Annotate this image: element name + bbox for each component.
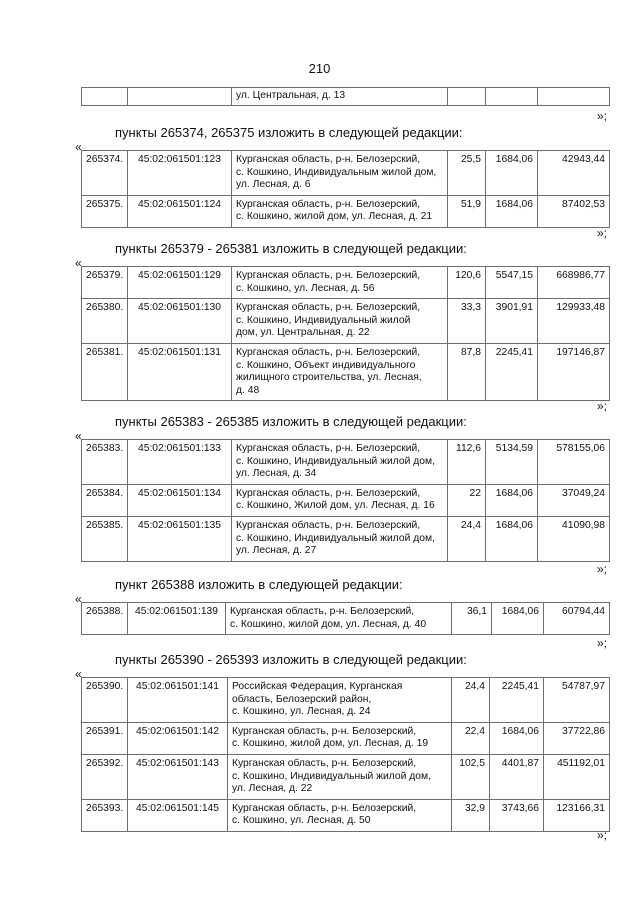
rate-cell: 1684,06 — [490, 722, 544, 754]
cadastral-number-cell: 45:02:061501:143 — [128, 754, 228, 799]
table-row — [82, 88, 610, 106]
area-cell: 32,9 — [452, 799, 490, 831]
closing-quote: »; — [597, 226, 608, 240]
cadastral-number-cell: 45:02:061501:142 — [128, 722, 228, 754]
address-cell — [226, 603, 452, 635]
cadastral-value-cell: 37049,24 — [538, 484, 610, 516]
cadastral-number-cell: 45:02:061501:133 — [128, 440, 232, 485]
table-row — [82, 151, 610, 196]
cadastral-value-cell: 54787,97 — [544, 678, 610, 723]
item-number-cell: 265379. — [82, 267, 128, 299]
register-table — [81, 266, 610, 401]
table-row — [82, 484, 610, 516]
item-number-cell: 265388. — [82, 603, 128, 635]
area-cell: 87,8 — [448, 343, 486, 400]
cadastral-number-cell: 45:02:061501:130 — [128, 299, 232, 344]
address-line: Курганская область, р-н. Белозерский, — [236, 154, 421, 165]
cadastral-value-cell: 451192,01 — [544, 754, 610, 799]
item-number-cell: 265375. — [82, 195, 128, 227]
opening-quote: « — [75, 140, 82, 154]
address-line: ул. Лесная, д. 27 — [236, 545, 317, 557]
rate-cell: 1684,06 — [486, 516, 538, 561]
address-line: область, Белозерский район, — [232, 693, 372, 705]
table-row — [82, 343, 610, 400]
closing-quote: »; — [597, 828, 608, 842]
address-line: с. Кошкино, жилой дом, ул. Лесная, д. 19 — [232, 738, 429, 750]
item-number-cell: 265380. — [82, 299, 128, 344]
page-number: 210 — [308, 61, 331, 76]
table-row — [82, 267, 610, 299]
rate-cell: 3901,91 — [486, 299, 538, 344]
amendment-heading: пункты 265379 - 265381 изложить в следующей редакции: — [115, 241, 467, 256]
cadastral-number-cell: 45:02:061501:131 — [128, 343, 232, 400]
address-cell — [232, 195, 448, 227]
address-cell — [232, 267, 448, 299]
address-line: с. Кошкино, Индивидуальный жилой дом, — [232, 770, 431, 782]
opening-quote: « — [75, 256, 82, 270]
cadastral-value-cell: 123166,31 — [544, 799, 610, 831]
opening-quote: « — [75, 592, 82, 606]
address-line: Курганская область, р-н. Белозерский, — [236, 519, 421, 531]
address-cell — [228, 722, 452, 754]
table-row — [82, 195, 610, 227]
item-number-cell: 265383. — [82, 440, 128, 485]
area-cell: 24,4 — [452, 678, 490, 723]
address-line: Курганская область, р-н. Белозерский, — [232, 757, 417, 769]
table-row — [82, 603, 610, 635]
address-cell — [232, 440, 448, 485]
item-number-cell: 265374. — [82, 151, 128, 196]
address-line: Курганская область, р-н. Белозерский, — [230, 606, 415, 617]
closing-quote: »; — [597, 109, 608, 123]
table-row — [82, 722, 610, 754]
cadastral-value-cell: 41090,98 — [538, 516, 610, 561]
address-line: ул. Лесная, д. 22 — [232, 783, 313, 795]
item-number-cell: 265381. — [82, 343, 128, 400]
register-table — [81, 677, 610, 832]
rate-cell: 2245,41 — [490, 678, 544, 723]
cadastral-value-cell: 197146,87 — [538, 343, 610, 400]
cadastral-number-cell: 45:02:061501:129 — [128, 267, 232, 299]
register-table — [81, 150, 610, 228]
cadastral-number-cell: 45:02:061501:134 — [128, 484, 232, 516]
address-line: с. Кошкино, Индивидуальный жилой дом, — [236, 532, 435, 544]
cadastral-value-cell: 87402,53 — [538, 195, 610, 227]
address-line: ул. Лесная, д. 34 — [236, 468, 317, 480]
address-line: с. Кошкино, ул. Лесная, д. 50 — [232, 815, 371, 827]
table-row — [82, 440, 610, 485]
address-line: с. Кошкино, жилой дом, ул. Лесная, д. 40 — [230, 618, 427, 630]
cadastral-number-cell: 45:02:061501:124 — [128, 195, 232, 227]
address-line: Курганская область, р-н. Белозерский, — [236, 443, 421, 454]
opening-quote: « — [75, 429, 82, 443]
item-number-cell: 265392. — [82, 754, 128, 799]
opening-quote: « — [75, 667, 82, 681]
area-cell: 102,5 — [452, 754, 490, 799]
area-cell: 22,4 — [452, 722, 490, 754]
address-line: Курганская область, р-н. Белозерский, — [232, 802, 417, 814]
amendment-heading: пункты 265383 - 265385 изложить в следующей редакции: — [115, 414, 467, 429]
item-number-cell: 265390. — [82, 678, 128, 723]
address-line: с. Кошкино, жилой дом, ул. Лесная, д. 21 — [236, 211, 433, 223]
table-row — [82, 754, 610, 799]
item-number-cell: 265385. — [82, 516, 128, 561]
rate-cell: 1684,06 — [486, 484, 538, 516]
rate-cell: 2245,41 — [486, 343, 538, 400]
cadastral-value-cell: 668986,77 — [538, 267, 610, 299]
address-cell: ул. Центральная, д. 13 — [232, 88, 448, 106]
amendment-heading: пункты 265374, 265375 изложить в следующей редакции: — [115, 125, 463, 140]
address-line: с. Кошкино, Индивидуальный жилой дом, — [236, 455, 435, 467]
continuation-table — [81, 87, 610, 106]
rate-cell: 1684,06 — [486, 195, 538, 227]
area-cell: 33,3 — [448, 299, 486, 344]
rate-cell: 5134,59 — [486, 440, 538, 485]
area-cell: 112,6 — [448, 440, 486, 485]
rate-cell: 5547,15 — [486, 267, 538, 299]
address-cell — [232, 151, 448, 196]
area-cell: 120,6 — [448, 267, 486, 299]
register-table — [81, 439, 610, 562]
address-line: жилищного строительства, ул. Лесная, — [236, 372, 422, 384]
address-line: д. 48 — [236, 384, 260, 396]
amendment-heading: пункты 265390 - 265393 изложить в следующей редакции: — [115, 652, 467, 667]
address-cell — [232, 299, 448, 344]
address-cell — [228, 799, 452, 831]
rate-cell: 4401,87 — [490, 754, 544, 799]
cadastral-number-cell: 45:02:061501:145 — [128, 799, 228, 831]
address-line: ул. Лесная, д. 6 — [236, 179, 311, 191]
address-line: Курганская область, р-н. Белозерский, — [236, 487, 421, 499]
address-cell — [228, 754, 452, 799]
cadastral-value-cell: 37722,86 — [544, 722, 610, 754]
address-line: с. Кошкино, ул. Лесная, д. 24 — [232, 706, 371, 718]
closing-quote: »; — [597, 562, 608, 576]
table-row — [82, 799, 610, 831]
table-row — [82, 516, 610, 561]
cadastral-value-cell: 60794,44 — [544, 603, 610, 635]
item-number-cell: 265391. — [82, 722, 128, 754]
closing-quote: »; — [597, 399, 608, 413]
address-line: с. Кошкино, Жилой дом, ул. Лесная, д. 16 — [236, 500, 435, 512]
address-line: Курганская область, р-н. Белозерский, — [236, 198, 421, 210]
closing-quote: »; — [597, 636, 608, 650]
cadastral-number-cell: 45:02:061501:135 — [128, 516, 232, 561]
rate-cell: 1684,06 — [492, 603, 544, 635]
table-row — [82, 299, 610, 344]
cadastral-value-cell: 578155,06 — [538, 440, 610, 485]
area-cell: 24,4 — [448, 516, 486, 561]
cadastral-number-cell: 45:02:061501:141 — [128, 678, 228, 723]
address-line: с. Кошкино, ул. Лесная, д. 56 — [236, 282, 375, 294]
address-line: Российская Федерация, Курганская — [232, 681, 403, 692]
area-cell: 36,1 — [452, 603, 492, 635]
area-cell: 51,9 — [448, 195, 486, 227]
table-row — [82, 678, 610, 723]
address-cell — [228, 678, 452, 723]
area-cell: 25,5 — [448, 151, 486, 196]
address-line: дом, ул. Центральная, д. 22 — [236, 327, 370, 339]
rate-cell: 1684,06 — [486, 151, 538, 196]
cadastral-value-cell: 42943,44 — [538, 151, 610, 196]
address-line: Курганская область, р-н. Белозерский, — [236, 346, 421, 358]
rate-cell: 3743,66 — [490, 799, 544, 831]
address-line: Курганская область, р-н. Белозерский, — [236, 302, 421, 314]
address-line: Курганская область, р-н. Белозерский, — [236, 270, 421, 281]
amendment-heading: пункт 265388 изложить в следующей редакции: — [115, 577, 403, 592]
address-cell — [232, 484, 448, 516]
cadastral-number-cell: 45:02:061501:139 — [128, 603, 226, 635]
area-cell: 22 — [448, 484, 486, 516]
cadastral-value-cell: 129933,48 — [538, 299, 610, 344]
address-line: с. Кошкино, Объект индивидуального — [236, 359, 416, 371]
item-number-cell: 265393. — [82, 799, 128, 831]
address-line: с. Кошкино, Индивидуальным жилой дом, — [236, 166, 437, 178]
address-cell — [232, 343, 448, 400]
address-cell — [232, 516, 448, 561]
cadastral-number-cell: 45:02:061501:123 — [128, 151, 232, 196]
register-table — [81, 602, 610, 635]
address-line: Курганская область, р-н. Белозерский, — [232, 725, 417, 737]
item-number-cell: 265384. — [82, 484, 128, 516]
address-line: с. Кошкино, Индивидуальный жилой — [236, 314, 411, 326]
